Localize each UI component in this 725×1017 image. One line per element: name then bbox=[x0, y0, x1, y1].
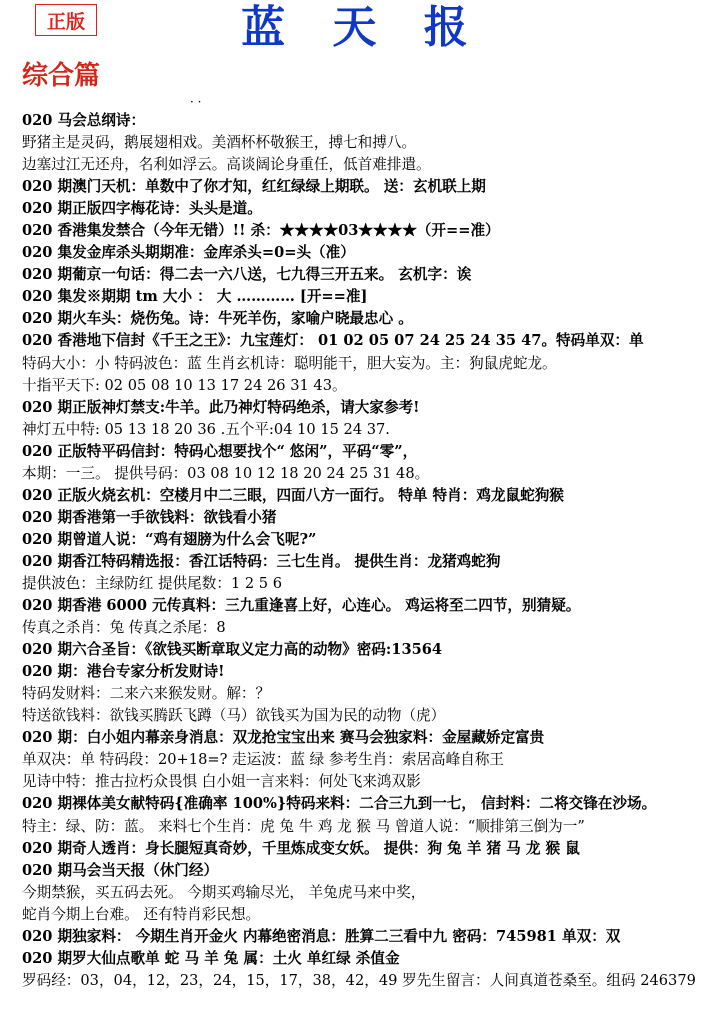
text-line: 020 期火车头：烧伤兔。诗：牛死羊伤，家喻户晓最忠心 。 bbox=[22, 310, 413, 328]
section-heading: 综合篇 bbox=[22, 61, 101, 91]
text-line: 特码大小：小 特码波色：蓝 生肖玄机诗：聪明能干，胆大妄为。主：狗鼠虎蛇龙。 bbox=[22, 354, 557, 372]
text-line: 本期：一三。 提供号码：03 08 10 12 18 20 24 25 31 48。 bbox=[22, 464, 430, 482]
text-line: 蛇肖今期上台难。 还有特肖彩民想。 bbox=[22, 905, 261, 923]
text-line: 020 期澳门天机：单数中了你才知，红红绿绿上期联。 送：玄机联上期 bbox=[22, 178, 486, 196]
text-line: 020 期正版神灯禁支:牛羊。此乃神灯特码绝杀，请大家参考! bbox=[22, 398, 420, 416]
text-line: 野猪主是灵码，鹅展翅相戏。美酒杯杯敬猴王，搏七和搏八。 bbox=[22, 134, 417, 152]
text-line: 020 期正版四字梅花诗：头头是道。 bbox=[22, 200, 262, 218]
text-line: 020 期香江特码精选报：香江话特码：三七生肖。 提供生肖：龙猪鸡蛇狗 bbox=[22, 552, 501, 570]
text-line: 020 期香港 6000 元传真料：三九重逢喜上好，心连心。 鸡运将至二四节，别猜疑。 bbox=[22, 597, 581, 615]
text-line: 020 期罗大仙点歌单 蛇 马 羊 兔 属：土火 单红绿 杀值金 bbox=[22, 949, 400, 967]
text-line: 今期禁猴，买五码去死。 今期买鸡输尽光， 羊兔虎马来中奖， bbox=[22, 883, 426, 901]
text-line: 提供波色：主绿防红 提供尾数：1 2 5 6 bbox=[22, 574, 283, 592]
newspaper-title: 蓝 天 报 bbox=[241, 2, 484, 53]
text-line: 020 期香港第一手欲钱料：欲钱看小猪 bbox=[22, 508, 277, 526]
text-line: 020 期奇人透肖：身长腿短真奇妙，千里炼成变女妖。 提供：狗 兔 羊 猪 马 龙 猴 鼠 bbox=[22, 839, 580, 857]
text-line: 边塞过江无还舟，名利如浮云。高谈阔论身重任，低首难排遣。 bbox=[22, 156, 431, 174]
text-line: 特主：绿、防：蓝。 来料七个生肖：虎 兔 牛 鸡 龙 猴 马 曾道人说：“顺排第三倒为一” bbox=[22, 817, 585, 835]
text-line: 020 集发金库杀头期期准：金库杀头=0=头（准） bbox=[22, 244, 355, 262]
decorative-dots: · · bbox=[190, 95, 202, 109]
text-line: 020 期曾道人说：“鸡有翅膀为什么会飞呢?” bbox=[22, 530, 317, 548]
text-line: 020 期马会当天报（休门经） bbox=[22, 861, 219, 879]
text-line: 见诗中特：推古拉朽众畏惧 白小姐一言来料：何处飞来鸿双影 bbox=[22, 773, 421, 791]
text-line: 020 期：白小姐内幕亲身消息：双龙抢宝宝出来 赛马会独家料：金屋藏娇定富贵 bbox=[22, 729, 545, 747]
text-line: 特送欲钱料：欲钱买腾跃飞蹲（马）欲钱买为国为民的动物（虎） bbox=[22, 707, 446, 725]
text-line: 020 期：港台专家分析发财诗! bbox=[22, 663, 225, 681]
text-line: 020 期六合圣旨：《欲钱买断章取义定力高的动物》密码:13564 bbox=[22, 641, 443, 659]
text-line: 十指平天下: 02 05 08 10 13 17 24 26 31 43。 bbox=[22, 376, 347, 394]
text-line: 020 马会总纲诗： bbox=[22, 112, 146, 129]
article-body bbox=[22, 110, 717, 992]
text-line: 神灯五中特: 05 13 18 20 36 .五个平:04 10 15 24 37. bbox=[22, 420, 390, 438]
official-edition-badge: 正版 bbox=[35, 4, 97, 36]
text-line: 020 香港地下信封《千王之王》：九宝莲灯： 01 02 05 07 24 25 24 35 47。特码单双：单 bbox=[22, 332, 644, 350]
text-line: 020 香港集发禁合（今年无错）!! 杀：★★★★03★★★★（开==准） bbox=[22, 222, 500, 240]
text-line: 020 集发※期期 tm 大小 ： 大 ………… [开==准] bbox=[22, 288, 368, 306]
text-line: 特码发财料：二来六来猴发财。解：？ bbox=[22, 685, 271, 703]
text-line: 传真之杀肖：兔 传真之杀尾：8 bbox=[22, 619, 226, 637]
text-line: 020 期葡京一句话：得二去一六八送，七九得三开五来。 玄机字：诶 bbox=[22, 266, 472, 284]
text-line: 罗码经：03，04，12，23，24，15，17，38，42，49 罗先生留言：人间真道苍桑至。组码 246379 bbox=[22, 971, 696, 989]
text-line: 020 正版火烧玄机：空楼月中二三眼，四面八方一面行。 特单 特肖：鸡龙鼠蛇狗猴 bbox=[22, 486, 564, 504]
text-line: 020 期裸体美女献特码{准确率 100%}特码来料：二合三九到一七， 信封料：二将交锋在沙场。 bbox=[22, 795, 657, 813]
text-line: 单双决：单 特码段：20+18=? 走运波：蓝 绿 参考生肖：索居高峰自称王 bbox=[22, 751, 505, 769]
text-line: 020 期独家料： 今期生肖开金火 内幕绝密消息：胜算二三看中九 密码：745981 单双：双 bbox=[22, 927, 621, 945]
text-line: 020 正版特平码信封：特码心想要找个“ 悠闲”，平码“零”， bbox=[22, 442, 418, 460]
